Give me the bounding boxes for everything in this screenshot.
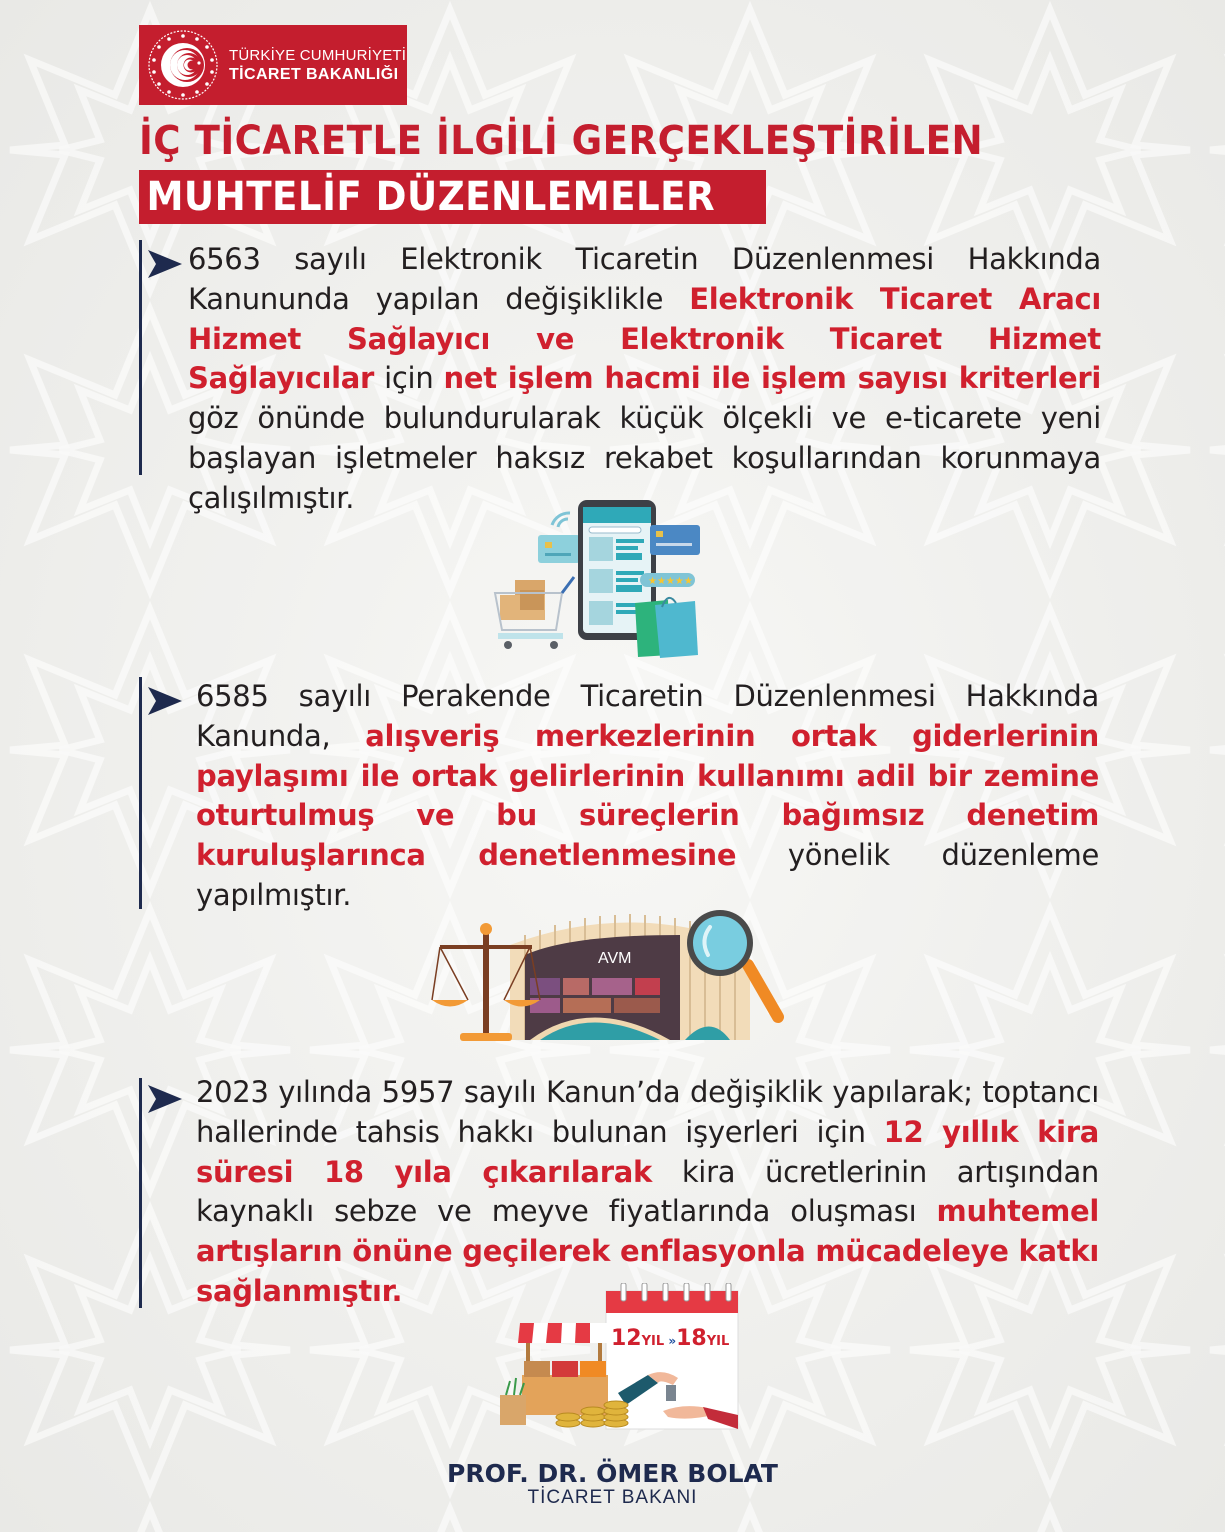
ministry-logo [139,25,407,105]
e-commerce-phone-cart-illustration [490,495,715,660]
minister-name: PROF. DR. ÖMER BOLAT [447,1459,778,1488]
section-divider-bar [139,677,142,909]
svg-text:12YIL »18YIL: 12YIL »18YIL [611,1326,730,1351]
calendar-to-unit: YIL [706,1334,730,1349]
shopping-mall-scale-magnifier-illustration [430,905,790,1045]
avm-sign: AVM [598,950,632,967]
page-title-line1: İÇ TİCARETLE İLGİLİ GERÇEKLEŞTİRİLEN [139,118,984,164]
calendar-to-years: 18 [676,1326,707,1351]
section-divider-bar [139,1078,142,1308]
regulation-section-wholesale-market [139,1073,1104,1308]
logo-ministry-name: TİCARET BAKANLIĞI [229,66,399,83]
chevron-right-icon [146,250,182,278]
regulation-section-retail [139,677,1104,912]
section-text: 6563 sayılı Elektronik Ticaretin Düzenlenmesi Hakkında Kanununda yapılan değişiklikle Elektronik Ticaret Aracı Hizmet Sağlayıcı ve Elektronik Ticaret Hizmet Sağlayıcılar için net işlem hacmi ile işlem sayısı kriterleri göz önünde bulundurularak küçük ölçekli ve e-ticarete yeni başlayan işletmeler haksız rekabet koşullarından korunmaya çalışılmıştır. [188,242,1101,515]
section-text: 2023 yılında 5957 sayılı Kanun’da değişiklik yapılarak; toptancı hallerinde tahsis hakkı bulunan işyerleri için 12 yıllık kira süresi 18 yıla çıkarılarak kira ücretlerinin artışından kaynaklı sebze ve meyve fiyatlarında oluşması muhtemel artışların önüne geçilerek enflasyonla mücadeleye katkı sağlanmıştır. [196,1075,1099,1308]
chevron-right-icon [146,687,182,715]
page-title-banner [139,170,766,224]
highlight-text: alışveriş merkezlerinin ortak giderlerinin paylaşımı ile ortak gelirlerinin kullanımı adil bir zemine oturtulmuş ve bu süreçlerin bağımsız denetim kuruluşlarınca denetlenmesine [196,718,1099,873]
svg-text:★★★★★: ★★★★★ [648,576,693,587]
highlight-text: muhtemel artışların önüne geçilerek enflasyonla mücadeleye katkı sağlanmıştır. [196,1194,1099,1308]
highlight-text: net işlem hacmi ile işlem sayısı kriterleri [443,361,1101,396]
regulation-section-ecommerce [139,240,1104,515]
chevron-right-icon [146,1085,182,1113]
minister-title: TİCARET BAKANI [527,1487,698,1508]
page-title-line2: MUHTELİF DÜZENLEMELER [146,174,716,220]
highlight-text: Elektronik Ticaret Aracı Hizmet Sağlayıcı ve Elektronik Ticaret Hizmet Sağlayıcılar [188,281,1101,396]
calendar-from-years: 12 [611,1326,642,1351]
market-stall-calendar-keys-illustration [498,1283,743,1433]
calendar-from-unit: YIL [641,1334,665,1349]
highlight-text: 12 yıllık kira süresi 18 yıla çıkarılarak [196,1114,1099,1189]
signature-block [0,1460,1225,1508]
logo-country-name: TÜRKİYE CUMHURİYETİ [229,47,407,64]
ministry-emblem-icon [145,27,221,103]
section-divider-bar [139,240,142,475]
section-text: 6585 sayılı Perakende Ticaretin Düzenlenmesi Hakkında Kanunda, alışveriş merkezlerinin ortak giderlerinin paylaşımı ile ortak gelirlerinin kullanımı adil bir zemine oturtulmuş ve bu süreçlerin bağımsız denetim kuruluşlarınca denetlenmesine yönelik düzenleme yapılmıştır. [196,679,1099,912]
